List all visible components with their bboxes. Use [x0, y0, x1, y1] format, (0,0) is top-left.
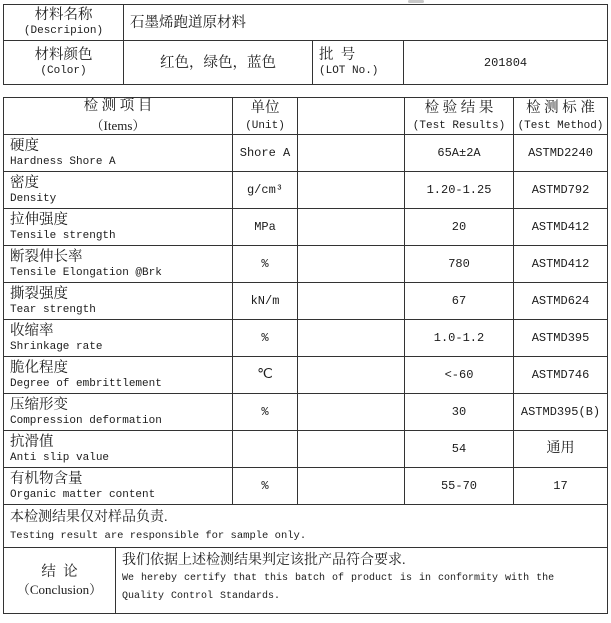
lot-value-cell [404, 41, 608, 85]
material-color-label-en: (Color) [40, 65, 87, 77]
table-row-unit-cell [233, 172, 298, 209]
material-name-label-en: (Descripion) [23, 25, 104, 37]
table-row-unit-cell [233, 246, 298, 283]
item-name-zh: 收缩率 [10, 322, 54, 339]
item-name-en: Compression deformation [10, 414, 162, 427]
scan-noise-speck [408, 0, 424, 3]
material-name-label-zh: 材料名称 [34, 7, 93, 23]
table-row-blank-cell [298, 209, 405, 246]
table-row-unit-cell [233, 394, 298, 431]
material-color-label-cell [4, 41, 124, 85]
item-name-zh: 压缩形变 [10, 396, 68, 413]
table-row-blank-cell [298, 357, 405, 394]
header-items-en: （Items） [90, 118, 146, 133]
table-row-method-cell [514, 394, 608, 431]
conclusion-label-zh: 结 论 [41, 563, 78, 580]
item-name-en: Tear strength [10, 303, 96, 316]
table-row-unit-cell [233, 468, 298, 505]
item-name-zh: 撕裂强度 [10, 285, 68, 302]
result-value: 55-70 [440, 479, 477, 493]
item-name-zh: 断裂伸长率 [10, 248, 83, 265]
header-unit-zh: 单位 [250, 99, 280, 116]
table-row-result-cell [405, 320, 514, 357]
table-row-method-cell [514, 357, 608, 394]
header-method-cell [514, 98, 608, 135]
method-value: ASTMD412 [531, 257, 590, 271]
material-color-value-cell [124, 41, 313, 85]
table-row-method-cell [514, 246, 608, 283]
conclusion-statement-zh: 我们依据上述检测结果判定该批产品符合要求. [122, 553, 406, 568]
table-row-method-cell [514, 431, 608, 468]
header-method-en: (Test Method) [517, 119, 604, 132]
lot-label-en: (LOT No.) [319, 65, 379, 77]
table-row-blank-cell [298, 283, 405, 320]
item-name-en: Tensile Elongation @Brk [10, 266, 162, 279]
table-row-item-cell [4, 394, 233, 431]
material-info-table [3, 4, 608, 85]
table-row-item-cell [4, 468, 233, 505]
result-value: 780 [448, 257, 470, 271]
table-row-item-cell [4, 357, 233, 394]
item-name-zh: 有机物含量 [10, 470, 83, 487]
unit-value: MPa [254, 220, 276, 234]
table-row-blank-cell [298, 172, 405, 209]
table-row-unit-cell [233, 320, 298, 357]
method-value: ASTMD792 [531, 183, 590, 197]
method-value: ASTMD624 [531, 294, 590, 308]
item-name-zh: 密度 [10, 174, 39, 191]
table-row-method-cell [514, 320, 608, 357]
item-name-en: Shrinkage rate [10, 340, 103, 353]
method-value: 通用 [546, 441, 575, 457]
table-row-method-cell [514, 283, 608, 320]
lot-label-cell [313, 41, 404, 85]
result-value: 65A±2A [437, 146, 481, 160]
table-row-item-cell [4, 246, 233, 283]
table-row-unit-cell [233, 357, 298, 394]
table-row-item-cell [4, 172, 233, 209]
table-row-blank-cell [298, 431, 405, 468]
method-value: 17 [553, 479, 568, 493]
result-value: <-60 [444, 368, 474, 382]
unit-value: % [261, 405, 269, 419]
result-value: 67 [451, 294, 467, 308]
conclusion-table [3, 547, 608, 614]
table-row-item-cell [4, 209, 233, 246]
table-row-blank-cell [298, 135, 405, 172]
unit-value: kN/m [250, 294, 280, 308]
disclaimer-note-zh: 本检测结果仅对样品负责. [10, 509, 168, 525]
method-value: ASTMD746 [531, 368, 590, 382]
table-row-result-cell [405, 209, 514, 246]
unit-value: % [261, 257, 269, 271]
table-row-item-cell [4, 283, 233, 320]
method-value: ASTMD412 [531, 220, 590, 234]
unit-value: Shore A [239, 146, 291, 160]
material-name-value: 石墨烯跑道原材料 [130, 14, 246, 31]
result-value: 54 [451, 442, 467, 456]
result-value: 1.0-1.2 [433, 331, 485, 345]
method-value: ASTMD395(B) [520, 405, 601, 419]
table-row-unit-cell [233, 209, 298, 246]
material-name-label-cell [4, 5, 124, 41]
lot-label-zh: 批 号 [319, 47, 356, 63]
table-row-item-cell [4, 135, 233, 172]
unit-value: ℃ [257, 367, 273, 383]
table-row-method-cell [514, 172, 608, 209]
item-name-zh: 脆化程度 [10, 359, 68, 376]
material-name-value-cell [124, 5, 608, 41]
item-name-zh: 拉伸强度 [10, 211, 68, 228]
disclaimer-note-en: Testing result are responsible for sample only. [10, 529, 307, 542]
table-row-result-cell [405, 431, 514, 468]
lot-number-value: 201804 [483, 55, 528, 70]
header-unit-cell [233, 98, 298, 135]
table-row-result-cell [405, 135, 514, 172]
disclaimer-note-cell [4, 505, 608, 548]
table-row-method-cell [514, 209, 608, 246]
result-value: 20 [451, 220, 467, 234]
table-row-unit-cell [233, 283, 298, 320]
table-row-item-cell [4, 320, 233, 357]
unit-value: % [261, 479, 269, 493]
header-results-en: (Test Results) [412, 119, 506, 132]
table-row-result-cell [405, 172, 514, 209]
conclusion-label-cell [4, 548, 116, 614]
item-name-en: Organic matter content [10, 488, 156, 501]
unit-value: % [261, 331, 269, 345]
table-row-item-cell [4, 431, 233, 468]
conclusion-statement-en: We hereby certify that this batch of product is in conformity with the Quality Control Standards. [122, 573, 555, 602]
table-row-result-cell [405, 246, 514, 283]
item-name-en: Tensile strength [10, 229, 116, 242]
item-name-zh: 硬度 [10, 137, 39, 154]
item-name-en: Anti slip value [10, 451, 110, 464]
result-value: 30 [451, 405, 467, 419]
material-color-label-zh: 材料颜色 [34, 47, 93, 63]
table-row-unit-cell [233, 135, 298, 172]
table-row-result-cell [405, 283, 514, 320]
table-row-blank-cell [298, 468, 405, 505]
conclusion-statement-cell [116, 548, 608, 614]
test-results-table [3, 97, 608, 548]
table-row-result-cell [405, 357, 514, 394]
header-items-zh: 检 测 项 目 [83, 98, 153, 114]
item-name-zh: 抗滑值 [10, 433, 54, 450]
table-row-method-cell [514, 135, 608, 172]
table-row-blank-cell [298, 246, 405, 283]
header-items-cell [4, 98, 233, 135]
unit-value: g/cm³ [246, 183, 283, 197]
header-results-zh: 检 验 结 果 [424, 99, 494, 116]
table-row-blank-cell [298, 394, 405, 431]
method-value: ASTMD2240 [528, 146, 593, 160]
table-row-blank-cell [298, 320, 405, 357]
method-value: ASTMD395 [531, 331, 590, 345]
conclusion-label-en: （Conclusion） [16, 581, 103, 597]
table-row-result-cell [405, 394, 514, 431]
item-name-en: Density [10, 192, 57, 205]
header-method-zh: 检 测 标 准 [526, 99, 595, 116]
header-unit-en: (Unit) [245, 119, 285, 132]
result-value: 1.20-1.25 [426, 183, 492, 197]
table-row-result-cell [405, 468, 514, 505]
table-row-unit-cell [233, 431, 298, 468]
header-results-cell [405, 98, 514, 135]
header-blank-cell [298, 98, 405, 135]
table-row-method-cell [514, 468, 608, 505]
item-name-en: Hardness Shore A [10, 155, 116, 168]
item-name-en: Degree of embrittlement [10, 377, 162, 390]
material-color-value: 红色，绿色，蓝色 [160, 54, 276, 71]
